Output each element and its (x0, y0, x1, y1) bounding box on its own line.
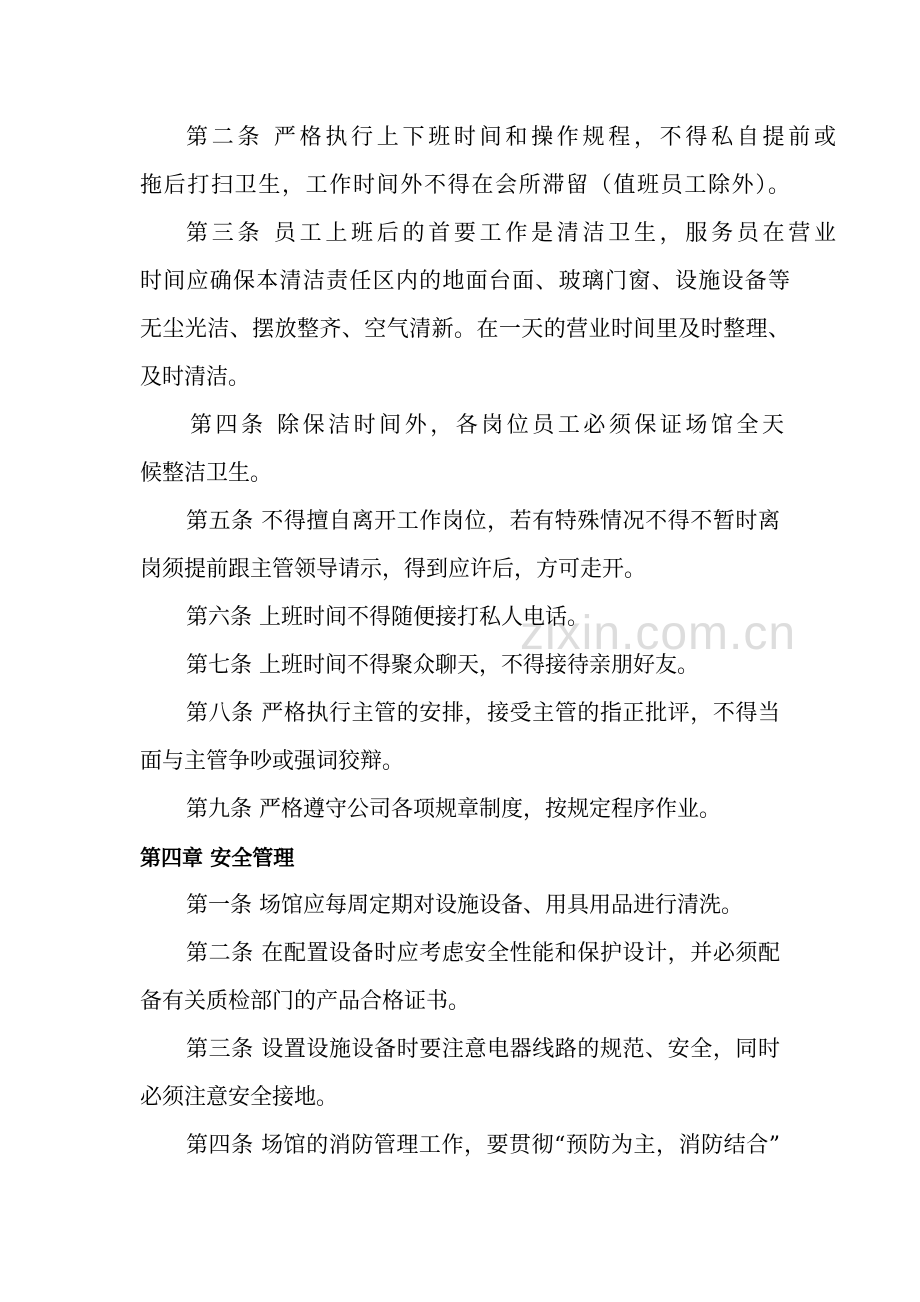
paragraph-line: 备有关质检部门的产品合格证书。 (140, 989, 471, 1014)
paragraph-line: 面与主管争吵或强词狡辩。 (140, 749, 405, 774)
paragraph-line: 候整洁卫生。 (140, 461, 273, 486)
watermark: zixin.com.cn (520, 607, 797, 660)
paragraph-line: 时间应确保本清洁责任区内的地面台面、玻璃门窗、设施设备等 (140, 269, 790, 294)
paragraph-line: 及时清洁。 (140, 365, 251, 390)
paragraph-line: 第六条 上班时间不得随便接打私人电话。 (186, 605, 589, 630)
paragraph-line: 第五条 不得擅自离开工作岗位，若有特殊情况不得不暂时离 (186, 509, 780, 534)
paragraph-line: 第八条 严格执行主管的安排，接受主管的指正批评，不得当 (186, 701, 780, 726)
paragraph-line: 第四条 场馆的消防管理工作，要贯彻“预防为主，消防结合” (186, 1133, 780, 1158)
paragraph-line: 第二条 在配置设备时应考虑安全性能和保护设计，并必须配 (186, 941, 780, 966)
paragraph-line: 第四条 除保洁时间外，各岗位员工必须保证场馆全天 (190, 413, 784, 438)
paragraph-line: 拖后打扫卫生，工作时间外不得在会所滞留（值班员工除外）。 (140, 173, 790, 198)
paragraph-line: 无尘光洁、摆放整齐、空气清新。在一天的营业时间里及时整理、 (140, 317, 790, 342)
paragraph-line: 第七条 上班时间不得聚众聊天，不得接待亲朋好友。 (186, 653, 699, 678)
paragraph-line: 第九条 严格遵守公司各项规章制度，按规定程序作业。 (186, 797, 721, 822)
paragraph-line: 第二条 严格执行上下班时间和操作规程，不得私自提前或 (186, 125, 836, 150)
paragraph-line: 第三条 员工上班后的首要工作是清洁卫生，服务员在营业 (186, 221, 836, 246)
paragraph-line: 第三条 设置设施设备时要注意电器线路的规范、安全，同时 (186, 1037, 780, 1062)
paragraph-line: 第一条 场馆应每周定期对设施设备、用具用品进行清洗。 (186, 893, 743, 918)
paragraph-line: 必须注意安全接地。 (140, 1085, 339, 1110)
chapter-heading: 第四章 安全管理 (140, 846, 295, 870)
paragraph-line: 岗须提前跟主管领导请示，得到应许后，方可走开。 (140, 557, 647, 582)
